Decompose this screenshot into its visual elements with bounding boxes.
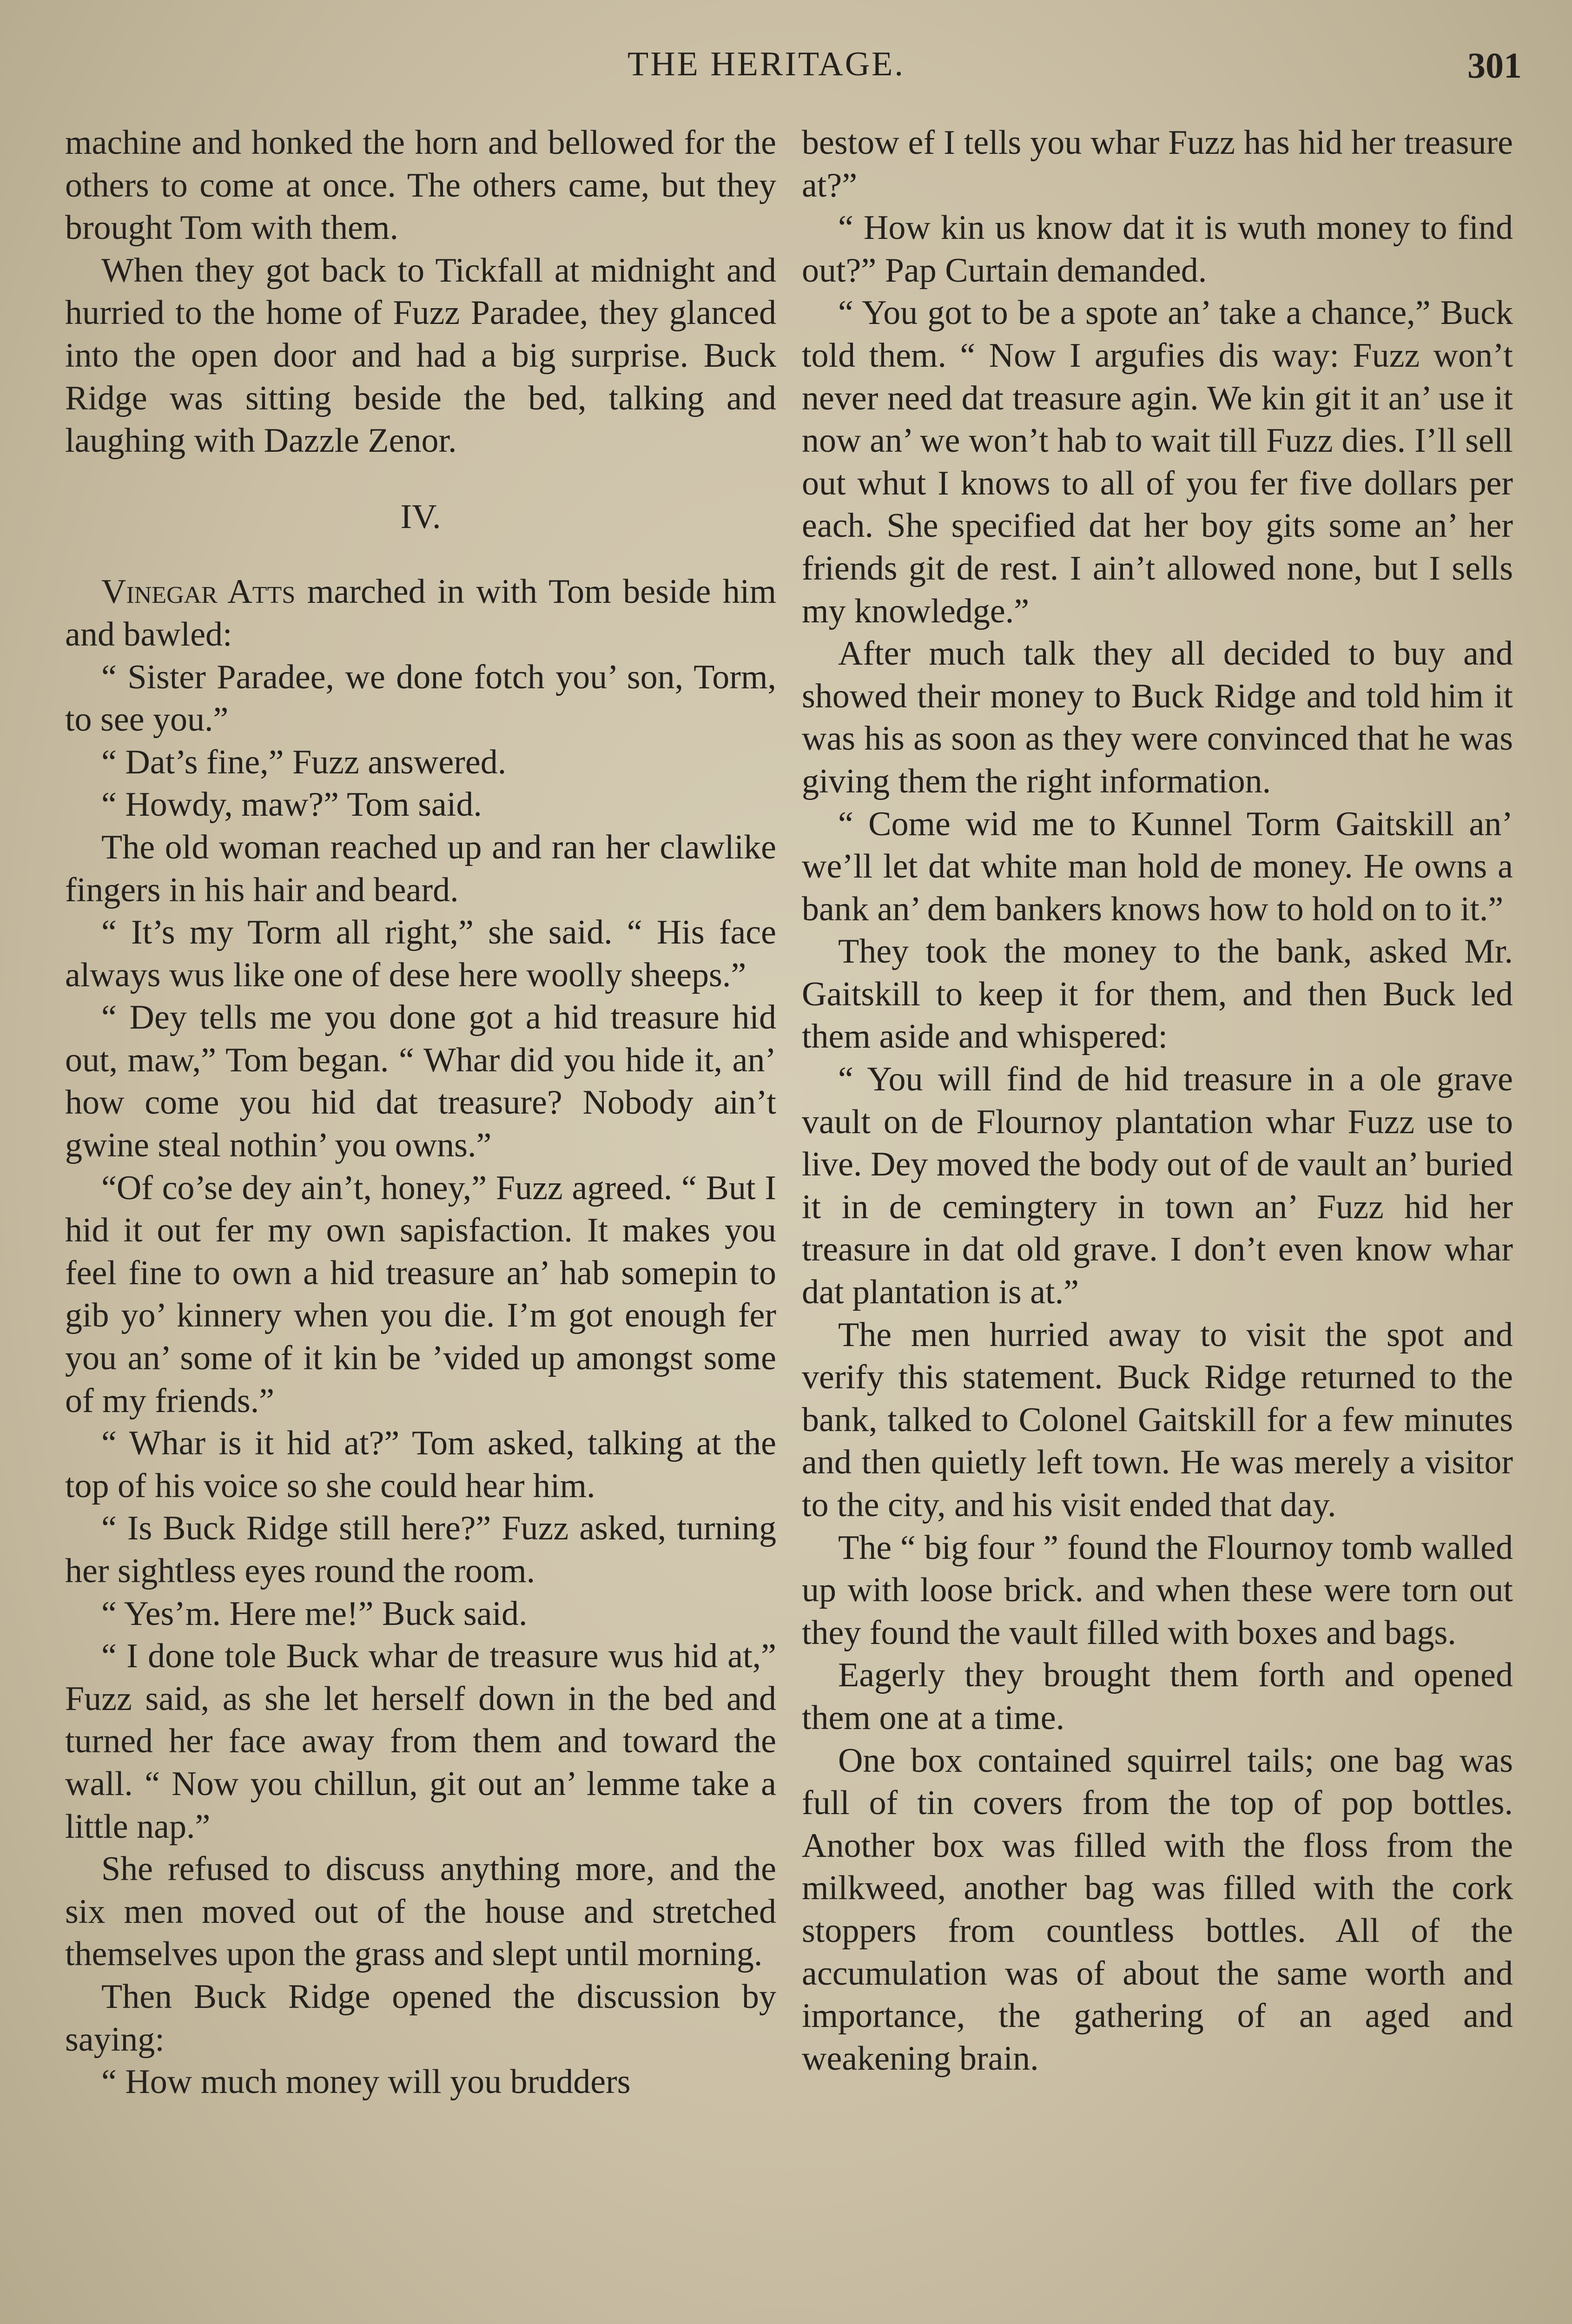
running-title: THE HERITAGE. — [627, 45, 905, 83]
speaker-name: Vinegar Atts — [101, 573, 296, 611]
paragraph: “ Sister Paradee, we done fotch you’ son, Torm, to see you.” — [65, 658, 776, 739]
paragraph: “ Dey tells me you done got a hid treasure hid out, maw,” Tom began. “ Whar did you hide it, an’ how come you hid dat treasure? Nobody ain’t gwine steal nothin’ you owns.” — [65, 998, 776, 1165]
paragraph: The “ big four ” found the Flournoy tomb walled up with loose brick. and when these were torn out they found the vault filled with boxes and bags. — [802, 1528, 1513, 1652]
paragraph-text: marched in with Tom beside him and bawled: — [65, 573, 776, 654]
paragraph: She refused to discuss anything more, and the six men moved out of the house and stretched themselves upon the grass and slept until morning. — [65, 1850, 776, 1974]
paragraph: When they got back to Tickfall at midnight and hurried to the home of Fuzz Paradee, they glanced into the open door and had a big surprise. Buck Ridge was sitting beside the bed, talking and laughing with Dazzle Zenor. — [65, 251, 776, 460]
paragraph: “ You got to be a spote an’ take a chance,” Buck told them. “ Now I argufies dis way: Fuzz won’t never need dat treasure agin. We kin git it an’ use it now an’ we won’t hab to wait till Fuzz dies. I’ll sell out whut I knows to all of you fer five dollars per each. She specified dat her boy gits some an’ her friends git de rest. I ain’t allowed none, but I sells my knowledge.” — [802, 294, 1513, 630]
paragraph: They took the money to the bank, asked Mr. Gaitskill to keep it for them, and then Buck led them aside and whispered: — [802, 932, 1513, 1056]
paragraph: After much talk they all decided to buy and showed their money to Buck Ridge and told him it was his as soon as they were convinced that he was giving them the right information. — [802, 634, 1513, 800]
paragraph: “ It’s my Torm all right,” she said. “ His face always wus like one of dese here woolly sheeps.” — [65, 913, 776, 994]
paragraph: “ Whar is it hid at?” Tom asked, talking at the top of his voice so she could hear him. — [65, 1424, 776, 1505]
paragraph: “ Come wid me to Kunnel Torm Gaitskill an’ we’ll let dat white man hold de money. He owns a bank an’ dem bankers knows how to hold on to it.” — [802, 805, 1513, 928]
paragraph: One box contained squirrel tails; one bag was full of tin covers from the top of pop bottles. Another box was filled with the floss from the milkweed, another bag was filled with the cork stoppers from countless bottles. All of the accumulation was of about the same worth and importance, the gathering of an aged and weakening brain. — [802, 1741, 1513, 2078]
paragraph: “ Yes’m. Here me!” Buck said. — [101, 1594, 528, 1633]
paragraph: The men hurried away to visit the spot and verify this statement. Buck Ridge returned to the bank, talked to Colonel Gaitskill for a few minutes and then quietly left town. He was merely a visitor to the city, and his visit ended that day. — [802, 1315, 1513, 1524]
paragraph: “Of co’se dey ain’t, honey,” Fuzz agreed. “ But I hid it out fer my own sapisfaction. It makes you feel fine to own a hid treasure an’ hab somepin to gib yo’ kinnery when you die. I’m got enough fer you an’ some of it kin be ’vided up amongst some of my friends.” — [65, 1169, 776, 1420]
right-column — [802, 122, 1513, 2080]
paragraph: “ Howdy, maw?” Tom said. — [101, 786, 482, 824]
paragraph: “ Is Buck Ridge still here?” Fuzz asked, turning her sightless eyes round the room. — [65, 1509, 776, 1590]
paragraph: “ Dat’s fine,” Fuzz answered. — [101, 743, 507, 781]
paragraph: “ I done tole Buck whar de treasure wus hid at,” Fuzz said, as she let herself down in the bed and turned her face away from them and toward the wall. “ Now you chillun, git out an’ lemme take a little nap.” — [65, 1637, 776, 1846]
paragraph: “ How much money will you brudders — [101, 2063, 631, 2101]
paragraph: Eagerly they brought them forth and opened them one at a time. — [802, 1656, 1513, 1737]
running-header — [0, 45, 1572, 96]
paragraph — [65, 571, 776, 656]
left-column — [65, 122, 776, 2104]
paragraph: bestow ef I tells you whar Fuzz has hid her treasure at?” — [802, 124, 1513, 205]
section-heading: IV. — [400, 497, 441, 536]
paragraph: The old woman reached up and ran her clawlike fingers in his hair and beard. — [65, 828, 776, 909]
paragraph: Then Buck Ridge opened the discussion by saying: — [65, 1977, 776, 2059]
page-number: 301 — [1467, 45, 1522, 86]
paragraph: machine and honked the horn and bellowed for the others to come at once. The others came, but they brought Tom with them. — [65, 124, 776, 247]
paragraph: “ You will find de hid treasure in a ole grave vault on de Flournoy plantation whar Fuzz use to live. Dey moved the body out of de vault an’ buried it in de cemingtery in town an’ Fuzz hid her treasure in dat old grave. I don’t even know whar dat plantation is at.” — [802, 1060, 1513, 1312]
paragraph: “ How kin us know dat it is wuth money to find out?” Pap Curtain demanded. — [802, 209, 1513, 290]
